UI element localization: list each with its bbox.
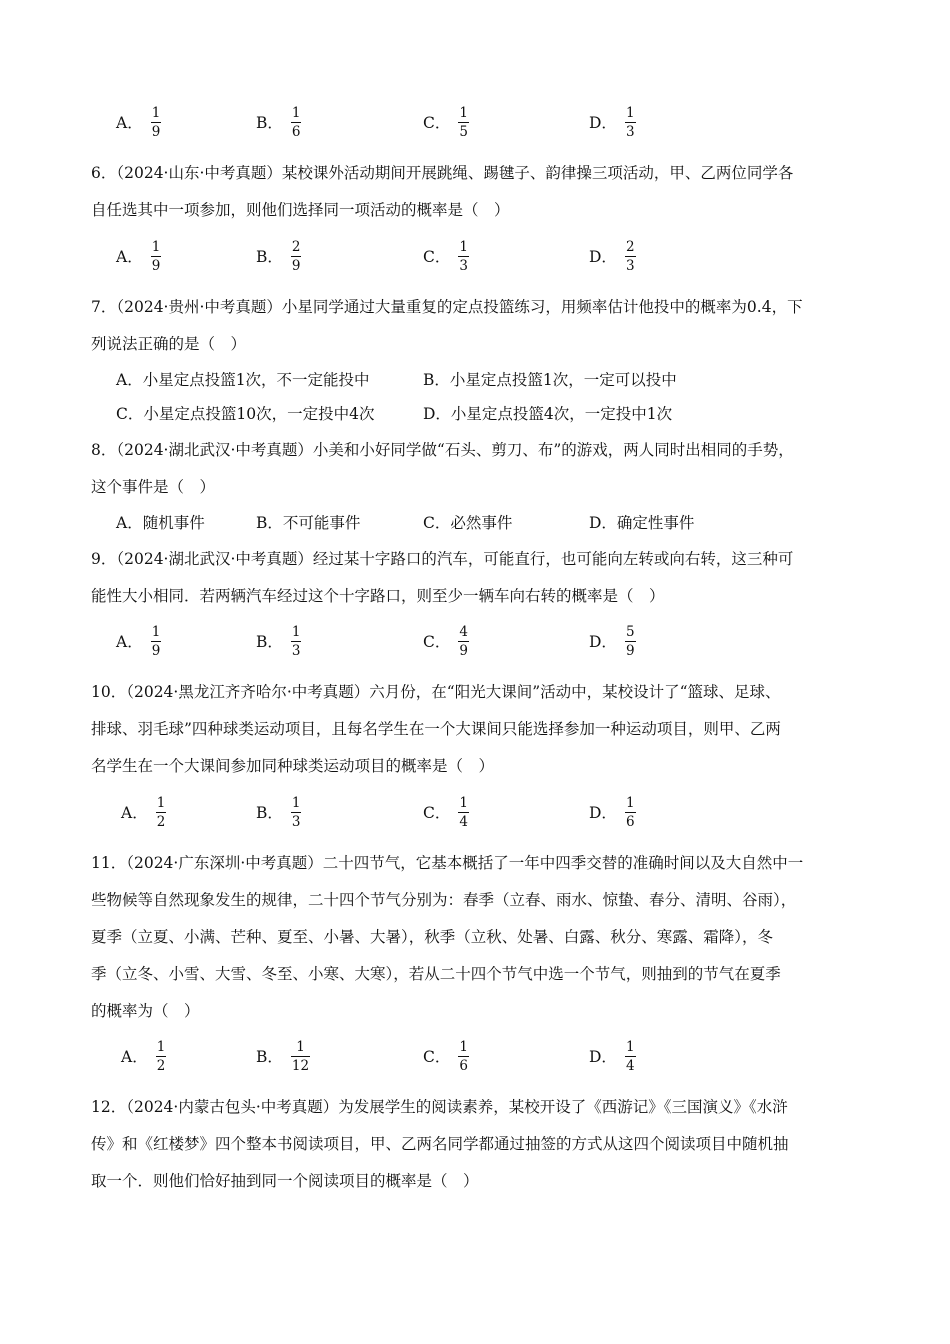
fraction — [151, 239, 162, 274]
numerator: 1 — [156, 1038, 166, 1055]
numerator: 1 — [156, 794, 166, 811]
question-line: 这个事件是（ ） — [91, 478, 216, 496]
option-letter: B． — [256, 804, 283, 822]
option-letter: B． — [256, 633, 283, 651]
q9-option-c[interactable] — [423, 621, 469, 661]
question-line: 的概率为（ ） — [91, 1002, 200, 1020]
question-7 — [91, 289, 861, 363]
numerator: 1 — [625, 1038, 635, 1055]
numerator: 1 — [291, 794, 301, 811]
q7-option-a[interactable]: A．小星定点投篮1次，不一定能投中 — [116, 371, 370, 389]
numerator: 2 — [625, 238, 635, 255]
numerator: 1 — [625, 104, 635, 121]
option-letter: C． — [423, 633, 451, 651]
question-line: 7．（2024·贵州·中考真题）小星同学通过大量重复的定点投篮练习，用频率估计他投中的概率为0.4，下 — [91, 298, 803, 316]
fraction — [625, 105, 636, 140]
numerator: 2 — [291, 238, 301, 255]
q8-option-b[interactable]: B．不可能事件 — [256, 514, 361, 532]
numerator: 1 — [625, 794, 635, 811]
q10-options — [0, 792, 950, 832]
denominator: 9 — [625, 642, 635, 659]
question-line: 6．（2024·山东·中考真题）某校课外活动期间开展跳绳、踢毽子、韵律操三项活动，甲、乙两位同学各 — [91, 164, 794, 182]
numerator: 1 — [459, 794, 468, 811]
fraction — [291, 624, 302, 659]
q11-option-d[interactable] — [589, 1036, 636, 1076]
q11-options — [0, 1036, 950, 1076]
q10-option-a[interactable] — [121, 792, 166, 832]
denominator: 4 — [459, 813, 468, 830]
option-letter: D． — [589, 1048, 617, 1066]
denominator: 2 — [156, 813, 166, 830]
q8-option-a[interactable]: A．随机事件 — [116, 514, 205, 532]
denominator: 5 — [459, 123, 468, 140]
question-line: 名学生在一个大课间参加同种球类运动项目的概率是（ ） — [91, 757, 495, 775]
fraction — [625, 1039, 636, 1074]
q9-options — [0, 621, 950, 661]
fraction — [291, 1039, 310, 1074]
question-12 — [91, 1089, 861, 1200]
question-line: 11．（2024·广东深圳·中考真题）二十四节气，它基本概括了一年中四季交替的准确时间以及大自然中一 — [91, 854, 804, 872]
fraction — [458, 624, 469, 659]
option-letter: B． — [256, 114, 283, 132]
q5-option-c[interactable] — [423, 102, 469, 142]
denominator: 6 — [625, 813, 635, 830]
denominator: 9 — [151, 257, 161, 274]
option-letter: B． — [256, 248, 283, 266]
q5-option-a[interactable] — [116, 102, 161, 142]
q9-option-d[interactable] — [589, 621, 636, 661]
q11-option-a[interactable] — [121, 1036, 166, 1076]
fraction — [291, 105, 302, 140]
q8-option-d[interactable]: D．确定性事件 — [589, 514, 695, 532]
question-line: 些物候等自然现象发生的规律，二十四个节气分别为：春季（立春、雨水、惊蛰、春分、清明、谷雨）， — [91, 891, 797, 909]
denominator: 6 — [459, 1057, 468, 1074]
option-letter: C． — [423, 804, 451, 822]
fraction — [151, 105, 162, 140]
denominator: 3 — [625, 257, 635, 274]
q5-option-d[interactable] — [589, 102, 636, 142]
numerator: 1 — [459, 1038, 468, 1055]
question-9 — [91, 541, 861, 615]
fraction — [625, 795, 636, 830]
option-letter: A． — [116, 633, 143, 651]
denominator: 3 — [459, 257, 468, 274]
denominator: 9 — [151, 642, 161, 659]
question-line: 夏季（立夏、小满、芒种、夏至、小暑、大暑），秋季（立秋、处暑、白露、秋分、寒露、霜降），冬 — [91, 928, 774, 946]
fraction — [291, 795, 302, 830]
numerator: 1 — [291, 623, 301, 640]
denominator: 6 — [291, 123, 301, 140]
q10-option-c[interactable] — [423, 792, 469, 832]
option-letter: A． — [116, 248, 143, 266]
option-letter: A． — [121, 804, 148, 822]
fraction — [625, 624, 636, 659]
option-letter: C． — [423, 114, 451, 132]
question-line: 列说法正确的是（ ） — [91, 335, 247, 353]
fraction — [458, 795, 469, 830]
numerator: 1 — [459, 238, 468, 255]
numerator: 1 — [151, 104, 161, 121]
option-letter: B． — [256, 1048, 283, 1066]
denominator: 3 — [291, 813, 301, 830]
denominator: 4 — [625, 1057, 635, 1074]
q6-option-d[interactable] — [589, 236, 636, 276]
question-6 — [91, 155, 861, 229]
question-line: 取一个．则他们恰好抽到同一个阅读项目的概率是（ ） — [91, 1172, 479, 1190]
fraction — [291, 239, 302, 274]
question-line: 排球、羽毛球”四种球类运动项目，且每名学生在一个大课间只能选择参加一种运动项目，则甲、乙两 — [91, 720, 781, 738]
denominator: 9 — [291, 257, 301, 274]
q11-option-b[interactable] — [256, 1036, 310, 1076]
question-line: 自任选其中一项参加，则他们选择同一项活动的概率是（ ） — [91, 201, 510, 219]
numerator: 1 — [151, 623, 161, 640]
q9-option-a[interactable] — [116, 621, 161, 661]
option-letter: C． — [423, 248, 451, 266]
numerator: 1 — [151, 238, 161, 255]
question-line: 8．（2024·湖北武汉·中考真题）小美和小好同学做“石头、剪刀、布”的游戏，两人同时出相同的手势， — [91, 441, 794, 459]
fraction — [156, 795, 167, 830]
denominator: 9 — [459, 642, 468, 659]
question-line: 9．（2024·湖北武汉·中考真题）经过某十字路口的汽车，可能直行，也可能向左转或向右转，这三种可 — [91, 550, 794, 568]
numerator: 4 — [459, 623, 468, 640]
q9-option-b[interactable] — [256, 621, 301, 661]
fraction — [458, 105, 469, 140]
denominator: 3 — [625, 123, 635, 140]
denominator: 12 — [291, 1057, 310, 1074]
q6-option-b[interactable] — [256, 236, 301, 276]
option-letter: A． — [121, 1048, 148, 1066]
question-line: 季（立冬、小雪、大雪、冬至、小寒、大寒），若从二十四个节气中选一个节气，则抽到的节气在夏季 — [91, 965, 781, 983]
question-8 — [91, 432, 861, 506]
question-line: 传》和《红楼梦》四个整本书阅读项目，甲、乙两名同学都通过抽签的方式从这四个阅读项目中随机抽 — [91, 1135, 789, 1153]
q5-options — [0, 102, 950, 142]
question-line: 12．（2024·内蒙古包头·中考真题）为发展学生的阅读素养，某校开设了《西游记》《三国演义》《水浒 — [91, 1098, 788, 1116]
option-letter: A． — [116, 114, 143, 132]
option-letter: D． — [589, 804, 617, 822]
fraction — [458, 1039, 469, 1074]
question-line: 能性大小相同．若两辆汽车经过这个十字路口，则至少一辆车向右转的概率是（ ） — [91, 587, 665, 605]
option-letter: D． — [589, 633, 617, 651]
numerator: 1 — [459, 104, 468, 121]
numerator: 1 — [296, 1038, 305, 1055]
denominator: 9 — [151, 123, 161, 140]
denominator: 3 — [291, 642, 301, 659]
numerator: 1 — [291, 104, 301, 121]
q7-option-c[interactable]: C．小星定点投篮10次，一定投中4次 — [116, 405, 375, 423]
q11-option-c[interactable] — [423, 1036, 469, 1076]
q7-option-b[interactable]: B．小星定点投篮1次，一定可以投中 — [423, 371, 677, 389]
fraction — [156, 1039, 167, 1074]
q10-option-b[interactable] — [256, 792, 301, 832]
q6-option-a[interactable] — [116, 236, 161, 276]
q8-option-c[interactable]: C．必然事件 — [423, 514, 513, 532]
question-11 — [91, 845, 861, 1030]
question-line: 10．（2024·黑龙江齐齐哈尔·中考真题）六月份，在“阳光大课间”活动中，某校设计了“篮球、足球、 — [91, 683, 781, 701]
q6-options — [0, 236, 950, 276]
fraction — [458, 239, 469, 274]
q7-option-d[interactable]: D．小星定点投篮4次，一定投中1次 — [423, 405, 673, 423]
fraction — [151, 624, 162, 659]
q5-option-b[interactable] — [256, 102, 301, 142]
denominator: 2 — [156, 1057, 166, 1074]
numerator: 5 — [625, 623, 635, 640]
option-letter: C． — [423, 1048, 451, 1066]
q10-option-d[interactable] — [589, 792, 636, 832]
fraction — [625, 239, 636, 274]
question-10 — [91, 674, 861, 785]
option-letter: D． — [589, 114, 617, 132]
option-letter: D． — [589, 248, 617, 266]
q6-option-c[interactable] — [423, 236, 469, 276]
